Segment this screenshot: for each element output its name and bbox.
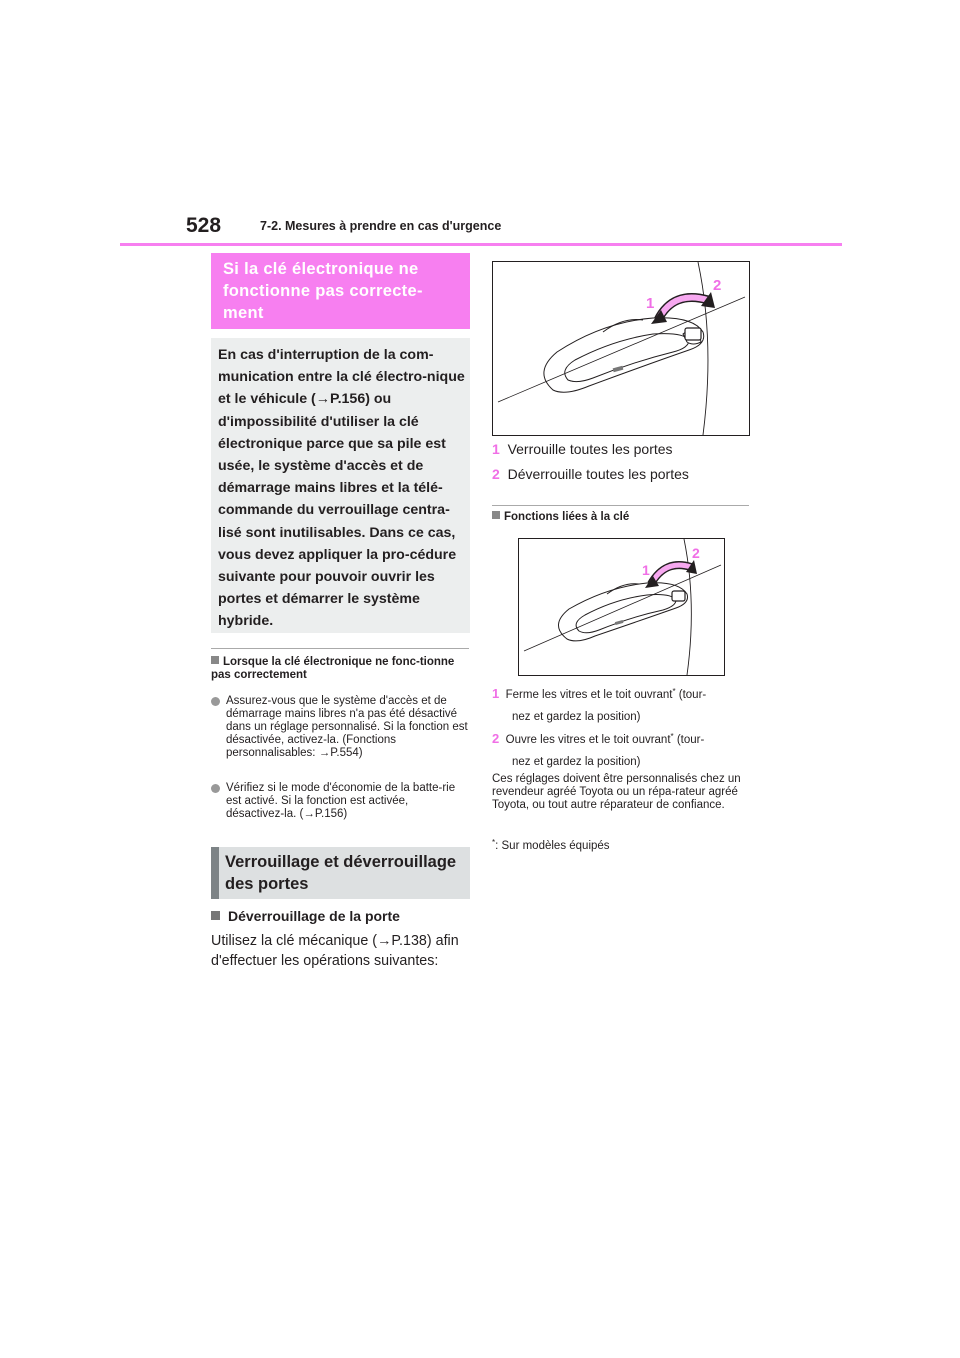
fig2-label-1: 1 — [642, 562, 650, 578]
section-title: 7-2. Mesures à prendre en cas d'urgence — [260, 219, 502, 233]
step-text: Ouvre les vitres et le toit ouvrant — [505, 734, 671, 746]
step-text-line2: nez et gardez la position) — [512, 711, 641, 723]
door-handle-illustration — [519, 539, 724, 675]
section-header-bar — [211, 847, 219, 899]
divider — [492, 505, 749, 506]
footnote — [492, 836, 610, 853]
header-rule — [120, 243, 842, 246]
step-text: Verrouille toutes les portes — [507, 441, 673, 457]
square-bullet-icon — [492, 511, 500, 519]
door-handle-figure-2 — [518, 538, 725, 676]
customization-note: Ces réglages doivent être personnalisés chez un revendeur agréé Toyota ou un répa-rateur agréé Toyota, ou tout autre réparateur de confiance. — [492, 773, 741, 811]
square-bullet-icon — [211, 911, 220, 920]
unlock-subhead — [211, 908, 400, 924]
divider — [211, 648, 469, 649]
footnote-marker: * — [672, 687, 676, 696]
step-number: 1 — [492, 441, 500, 457]
bullet-dot-icon — [211, 784, 220, 793]
intro-text: En cas d'interruption de la com-munication entre la clé électro-nique et le véhicule (→P.156) ou d'impossibilité d'utiliser la clé électronique parce que sa pile est usée, le système d'accès et de démarrage mains libres et la télé-commande du verrouillage centra-lisé sont inutilisables. Dans ce cas, vous devez appliquer la pro-cédure suivante pour pouvoir ouvrir les portes et démarrer le système hybride. — [218, 347, 465, 630]
bullet-dot-icon — [211, 697, 220, 706]
footnote-text: : Sur modèles équipés — [495, 840, 610, 852]
subhead-text: Lorsque la clé électronique ne fonc-tionne pas correctement — [211, 656, 455, 681]
unlock-subhead-text: Déverrouillage de la porte — [228, 908, 400, 924]
door-handle-figure-1 — [492, 261, 750, 436]
square-bullet-icon — [211, 656, 219, 664]
box-title: Si la clé électronique ne fonctionne pas correcte-ment — [223, 260, 423, 322]
step-number: 1 — [492, 686, 500, 701]
fig2-step-2 — [492, 726, 752, 773]
fig1-label-2: 2 — [713, 277, 722, 294]
footnote-marker: * — [492, 838, 496, 847]
step-text: Ferme les vitres et le toit ouvrant — [505, 689, 673, 701]
page-number: 528 — [186, 214, 222, 237]
section-header-title: Verrouillage et déverrouillage des portes — [225, 853, 457, 893]
fig2-step-1 — [492, 681, 752, 728]
step-text-cont: (tour- — [673, 734, 705, 746]
door-handle-illustration — [493, 262, 749, 435]
step-number: 2 — [492, 731, 500, 746]
fig2-label-2: 2 — [692, 545, 700, 561]
fig1-label-1: 1 — [646, 295, 655, 312]
step-text-cont: (tour- — [675, 689, 707, 701]
step-text: Déverrouille toutes les portes — [507, 466, 689, 482]
fig1-step-2 — [492, 465, 689, 483]
unlock-body: Utilisez la clé mécanique (→P.138) afin d'effectuer les opérations suivantes: — [211, 933, 459, 969]
subhead-text: Fonctions liées à la clé — [504, 511, 630, 523]
subhead-key-functions — [492, 511, 629, 524]
bullet-1: Assurez-vous que le système d'accès et de démarrage mains libres n'a pas été désactivé dans un réglage personnalisé. Si la fonction est désactivée, activez-la. (Fonctions personnalisables: →P.554) — [226, 695, 468, 759]
step-number: 2 — [492, 466, 500, 482]
subhead-key-not-working — [211, 656, 466, 682]
footnote-marker: * — [670, 732, 674, 741]
fig1-step-1 — [492, 440, 673, 458]
step-text-line2: nez et gardez la position) — [512, 756, 641, 768]
bullet-2: Vérifiez si le mode d'économie de la batte-rie est activé. Si la fonction est activée, désactivez-la. (→P.156) — [226, 782, 456, 820]
